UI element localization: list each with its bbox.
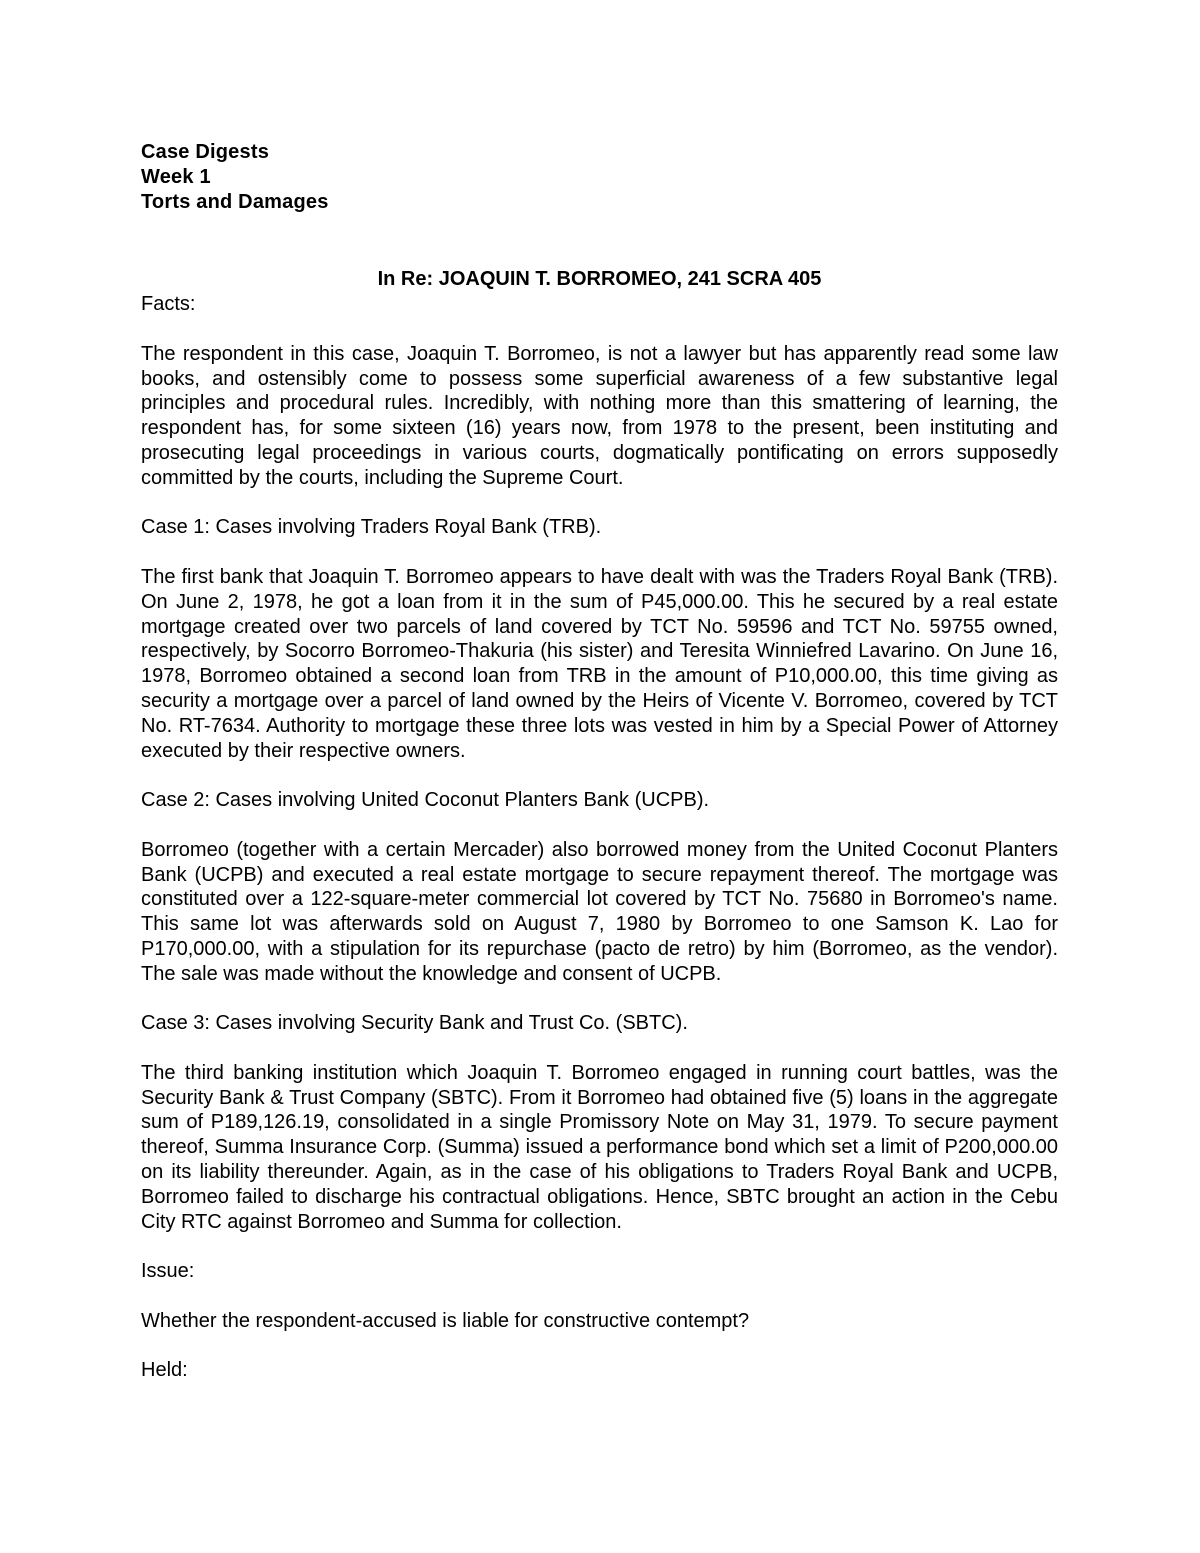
document-page bbox=[141, 140, 1058, 1383]
issue-label: Issue: bbox=[141, 1260, 195, 1283]
case1-heading: Case 1: Cases involving Traders Royal Bank (TRB). bbox=[141, 516, 602, 539]
held-label: Held: bbox=[141, 1359, 188, 1382]
case2-paragraph: Borromeo (together with a certain Mercader) also borrowed money from the United Coconut Planters Bank (UCPB) and executed a real estate mortgage to secure repayment thereof. The mortgage was constituted over a 122-square-meter commercial lot covered by TCT No. 75680 in Borromeo's name. This same lot was afterwards sold on August 7, 1980 by Borromeo to one Samson K. Lao for P170,000.00, with a stipulation for its repurchase (pacto de retro) by him (Borromeo, as the vendor). The sale was made without the knowledge and consent of UCPB. bbox=[141, 838, 1058, 985]
doc-header-line1: Case Digests bbox=[141, 141, 270, 163]
doc-header-line2: Week 1 bbox=[141, 165, 211, 188]
doc-header-line3: Torts and Damages bbox=[141, 190, 329, 213]
facts-label: Facts: bbox=[141, 293, 196, 316]
case3-paragraph: The third banking institution which Joaquin T. Borromeo engaged in running court battles, was the Security Bank & Trust Company (SBTC). From it Borromeo had obtained five (5) loans in the aggregate sum of P189,126.19, consolidated in a single Promissory Note on May 31, 1979. To secure payment thereof, Summa Insurance Corp. (Summa) issued a performance bond which set a limit of P200,000.00 on its liability thereunder. Again, as in the case of his obligations to Traders Royal Bank and UCPB, Borromeo failed to discharge his contractual obligations. Hence, SBTC brought an action in the Cebu City RTC against Borromeo and Summa for collection. bbox=[141, 1061, 1058, 1233]
case1-paragraph: The first bank that Joaquin T. Borromeo appears to have dealt with was the Traders Royal Bank (TRB). On June 2, 1978, he got a loan from it in the sum of P45,000.00. This he secured by a real estate mortgage created over two parcels of land covered by TCT No. 59596 and TCT No. 59755 owned, respectively, by Socorro Borromeo-Thakuria (his sister) and Teresita Winniefred Lavarino. On June 16, 1978, Borromeo obtained a second loan from TRB in the amount of P10,000.00, this time giving as security a mortgage over a parcel of land owned by the Heirs of Vicente V. Borromeo, covered by TCT No. RT-7634. Authority to mortgage these three lots was vested in him by a Special Power of Attorney executed by their respective owners. bbox=[141, 565, 1058, 762]
case3-heading: Case 3: Cases involving Security Bank and Trust Co. (SBTC). bbox=[141, 1012, 688, 1035]
issue-text: Whether the respondent-accused is liable for constructive contempt? bbox=[141, 1309, 750, 1332]
case2-heading: Case 2: Cases involving United Coconut Planters Bank (UCPB). bbox=[141, 789, 710, 812]
facts-paragraph: The respondent in this case, Joaquin T. Borromeo, is not a lawyer but has apparently read some law books, and ostensibly come to possess some superficial awareness of a few substantive legal principles and procedural rules. Incredibly, with nothing more than this smattering of learning, the respondent has, for some sixteen (16) years now, from 1978 to the present, been instituting and prosecuting legal proceedings in various courts, dogmatically pontificating on errors supposedly committed by the courts, including the Supreme Court. bbox=[141, 342, 1058, 489]
case-title: In Re: JOAQUIN T. BORROMEO, 241 SCRA 405 bbox=[377, 268, 822, 291]
